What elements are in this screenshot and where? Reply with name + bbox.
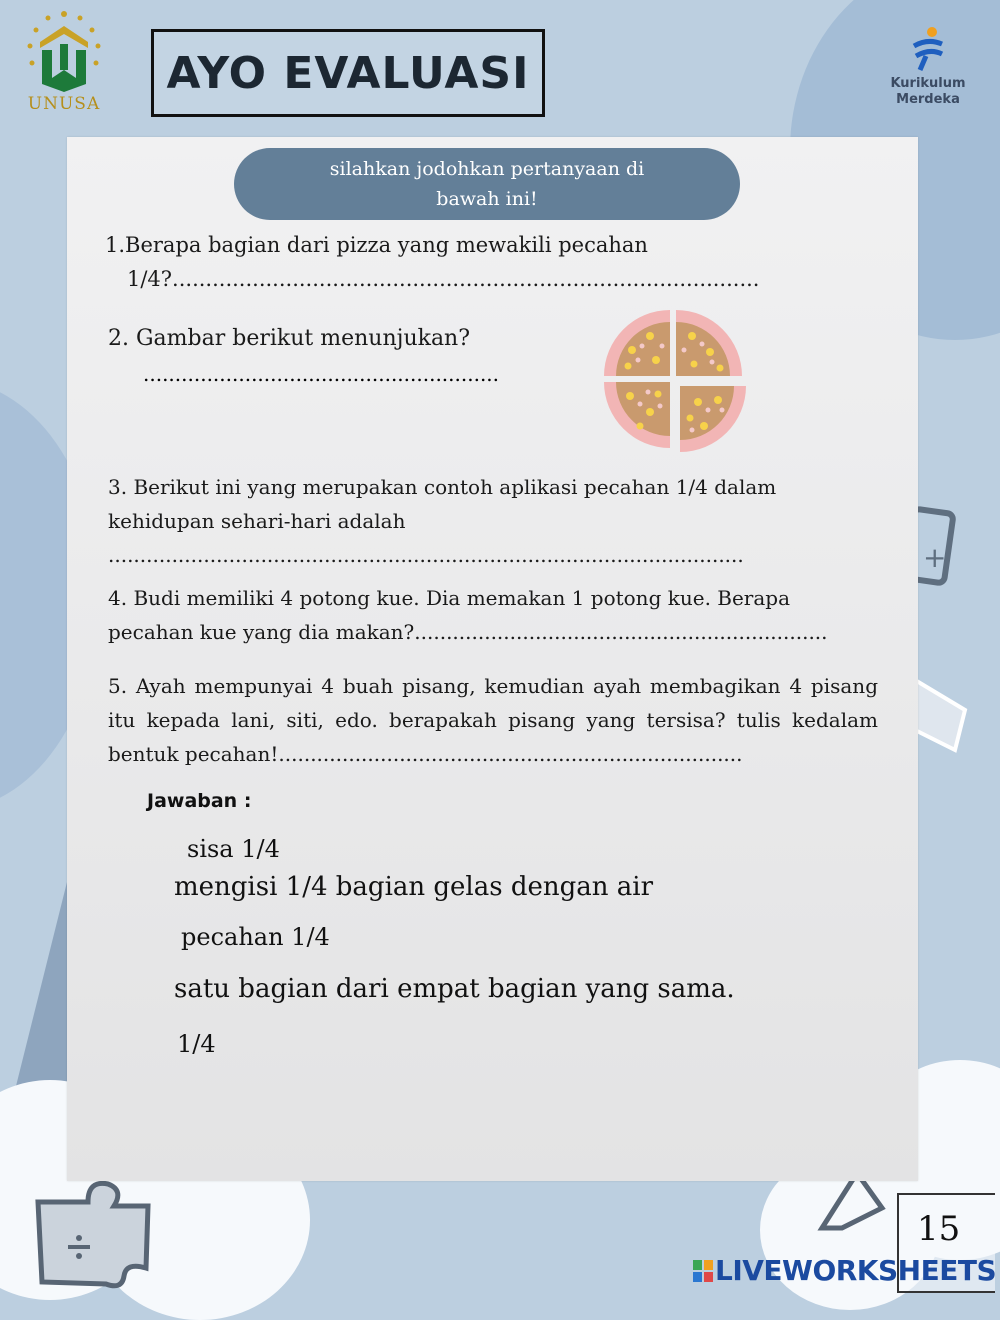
question-1 — [105, 228, 760, 296]
instruction-text: silahkan jodohkan pertanyaan di bawah ini! — [329, 158, 645, 210]
pizza-quarters-icon — [600, 306, 746, 452]
page-title — [151, 29, 545, 117]
unusa-logo-icon — [18, 8, 110, 98]
question-1-line2: 1/4?........................................................................................ — [127, 267, 760, 291]
question-2-answer-blank: ........................................................ — [143, 362, 500, 386]
page-number: 15 — [897, 1193, 995, 1293]
question-4: 4. Budi memiliki 4 potong kue. Dia memakan 1 potong kue. Berapa pecahan kue yang dia makan?................................................................. — [108, 586, 828, 644]
question-5: 5. Ayah mempunyai 4 buah pisang, kemudian ayah membagikan 4 pisang itu kepada lani, siti, edo. berapakah pisang yang tersisa? tulis kedalam bentuk pecahan!......................................................................... — [108, 674, 878, 766]
answer-option-1[interactable]: sisa 1/4 — [187, 835, 280, 863]
kurikulum-line2: Merdeka — [896, 92, 960, 107]
kurikulum-merdeka-logo — [880, 26, 976, 108]
answers-label: Jawaban : — [147, 790, 252, 812]
liveworksheets-brand[interactable] — [693, 1254, 996, 1287]
question-2: 2. Gambar berikut menunjukan? — [108, 326, 471, 351]
answer-option-4[interactable]: satu bagian dari empat bagian yang sama. — [174, 974, 735, 1004]
instruction-banner — [234, 148, 740, 220]
answer-option-5[interactable]: 1/4 — [177, 1030, 216, 1058]
liveworksheets-text: LIVEWORKSHEETS — [715, 1254, 997, 1287]
puzzle-piece-decoration-icon — [28, 1172, 158, 1292]
kurikulum-merdeka-icon — [908, 26, 948, 72]
unusa-logo — [18, 8, 110, 118]
svg-text:+: + — [923, 541, 947, 574]
answer-option-3[interactable]: pecahan 1/4 — [181, 923, 330, 951]
unusa-logo-text: UNUSA — [27, 94, 101, 114]
answer-option-2[interactable]: mengisi 1/4 bagian gelas dengan air — [174, 872, 654, 902]
kurikulum-line1: Kurikulum — [890, 76, 966, 91]
liveworksheets-icon — [693, 1260, 713, 1282]
page-title-text: AYO EVALUASI — [166, 47, 530, 99]
question-1-line1: 1.Berapa bagian dari pizza yang mewakili pecahan — [105, 233, 648, 257]
question-3: 3. Berikut ini yang merupakan contoh aplikasi pecahan 1/4 dalam kehidupan sehari-hari adalah .................................................................................................... — [108, 475, 777, 567]
